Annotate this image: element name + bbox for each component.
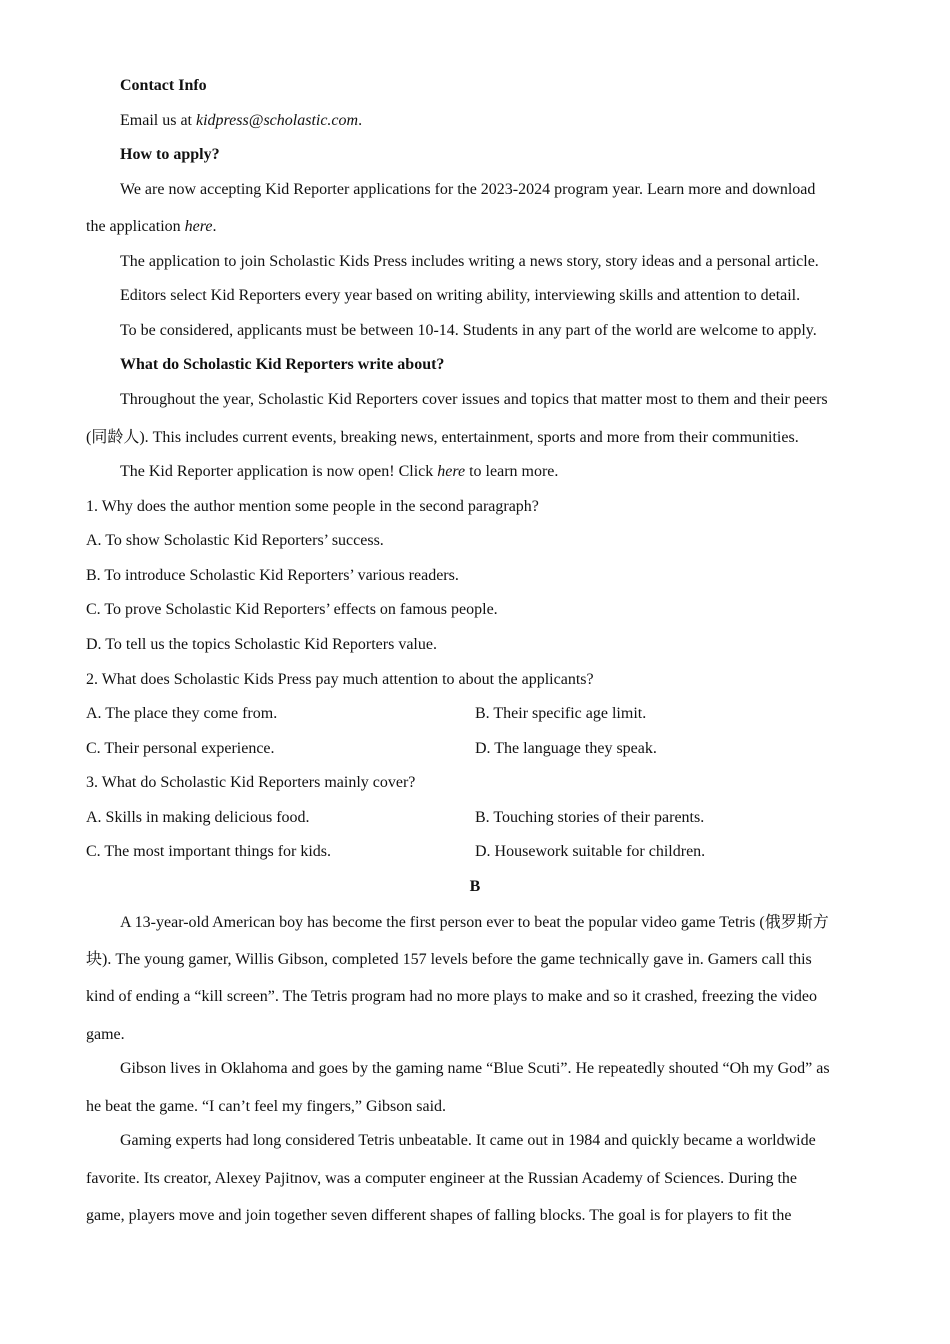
- answer-option: D. The language they speak.: [475, 740, 657, 757]
- section-b-paragraph-line: 块). The young gamer, Willis Gibson, completed 157 levels before the game technically gave in. Gamers call this: [86, 951, 812, 968]
- cta-suffix: to learn more.: [465, 463, 559, 480]
- email-prefix: Email us at: [120, 112, 196, 129]
- apply-paragraph: To be considered, applicants must be between 10-14. Students in any part of the world are welcome to apply.: [120, 322, 817, 339]
- apply-link-prefix: the application: [86, 218, 185, 235]
- section-b-paragraph-line: kind of ending a “kill screen”. The Tetris program had no more plays to make and so it crashed, freezing the video: [86, 988, 817, 1005]
- topics-cta-line: [120, 462, 558, 482]
- answer-option: D. To tell us the topics Scholastic Kid Reporters value.: [86, 636, 437, 653]
- section-b-heading: B: [469, 878, 481, 895]
- question-stem: 2. What does Scholastic Kids Press pay much attention to about the applicants?: [86, 671, 594, 688]
- section-b-paragraph-line: favorite. Its creator, Alexey Pajitnov, was a computer engineer at the Russian Academy of Sciences. During the: [86, 1170, 797, 1187]
- apply-heading: How to apply?: [120, 146, 220, 163]
- answer-option: A. The place they come from.: [86, 705, 278, 722]
- apply-paragraph: Editors select Kid Reporters every year based on writing ability, interviewing skills and attention to detail.: [120, 287, 801, 304]
- apply-paragraph: The application to join Scholastic Kids Press includes writing a news story, story ideas and a personal article.: [120, 253, 819, 270]
- contact-heading: Contact Info: [120, 77, 207, 94]
- topics-heading: What do Scholastic Kid Reporters write about?: [120, 356, 445, 373]
- section-b-paragraph-line: Gaming experts had long considered Tetris unbeatable. It came out in 1984 and quickly became a worldwide: [120, 1132, 816, 1149]
- apply-link-suffix: .: [212, 218, 217, 235]
- answer-option: A. Skills in making delicious food.: [86, 809, 310, 826]
- answer-option: B. To introduce Scholastic Kid Reporters’ various readers.: [86, 567, 459, 584]
- section-b-paragraph-line: A 13-year-old American boy has become the first person ever to beat the popular video game Tetris (俄罗斯方: [120, 914, 829, 931]
- section-b-paragraph-line: he beat the game. “I can’t feel my fingers,” Gibson said.: [86, 1098, 447, 1115]
- answer-option: C. To prove Scholastic Kid Reporters’ effects on famous people.: [86, 601, 498, 618]
- answer-option: C. The most important things for kids.: [86, 843, 332, 860]
- answer-option: D. Housework suitable for children.: [475, 843, 706, 860]
- question-stem: 1. Why does the author mention some people in the second paragraph?: [86, 498, 539, 515]
- apply-paragraph-line: [86, 217, 216, 237]
- section-b-paragraph-line: game, players move and join together seven different shapes of falling blocks. The goal is for players to fit the: [86, 1207, 792, 1224]
- email-address[interactable]: kidpress@scholastic.com: [195, 112, 359, 129]
- topics-paragraph-line: (同龄人). This includes current events, breaking news, entertainment, sports and more from their communities.: [86, 429, 799, 446]
- apply-paragraph-line: We are now accepting Kid Reporter applications for the 2023-2024 program year. Learn more and download: [120, 181, 816, 198]
- apply-here-link[interactable]: here: [184, 218, 213, 235]
- topics-here-link[interactable]: here: [437, 463, 466, 480]
- email-suffix: .: [358, 112, 363, 129]
- contact-email-line: [120, 111, 362, 131]
- section-b-paragraph-line: game.: [86, 1026, 125, 1043]
- topics-paragraph-line: Throughout the year, Scholastic Kid Reporters cover issues and topics that matter most to them and their peers: [120, 391, 828, 408]
- question-stem: 3. What do Scholastic Kid Reporters mainly cover?: [86, 774, 416, 791]
- answer-option: B. Touching stories of their parents.: [475, 809, 705, 826]
- cta-prefix: The Kid Reporter application is now open! Click: [120, 463, 438, 480]
- answer-option: C. Their personal experience.: [86, 740, 275, 757]
- section-b-paragraph-line: Gibson lives in Oklahoma and goes by the gaming name “Blue Scuti”. He repeatedly shouted “Oh my God” as: [120, 1060, 830, 1077]
- answer-option: A. To show Scholastic Kid Reporters’ success.: [86, 532, 384, 549]
- answer-option: B. Their specific age limit.: [475, 705, 647, 722]
